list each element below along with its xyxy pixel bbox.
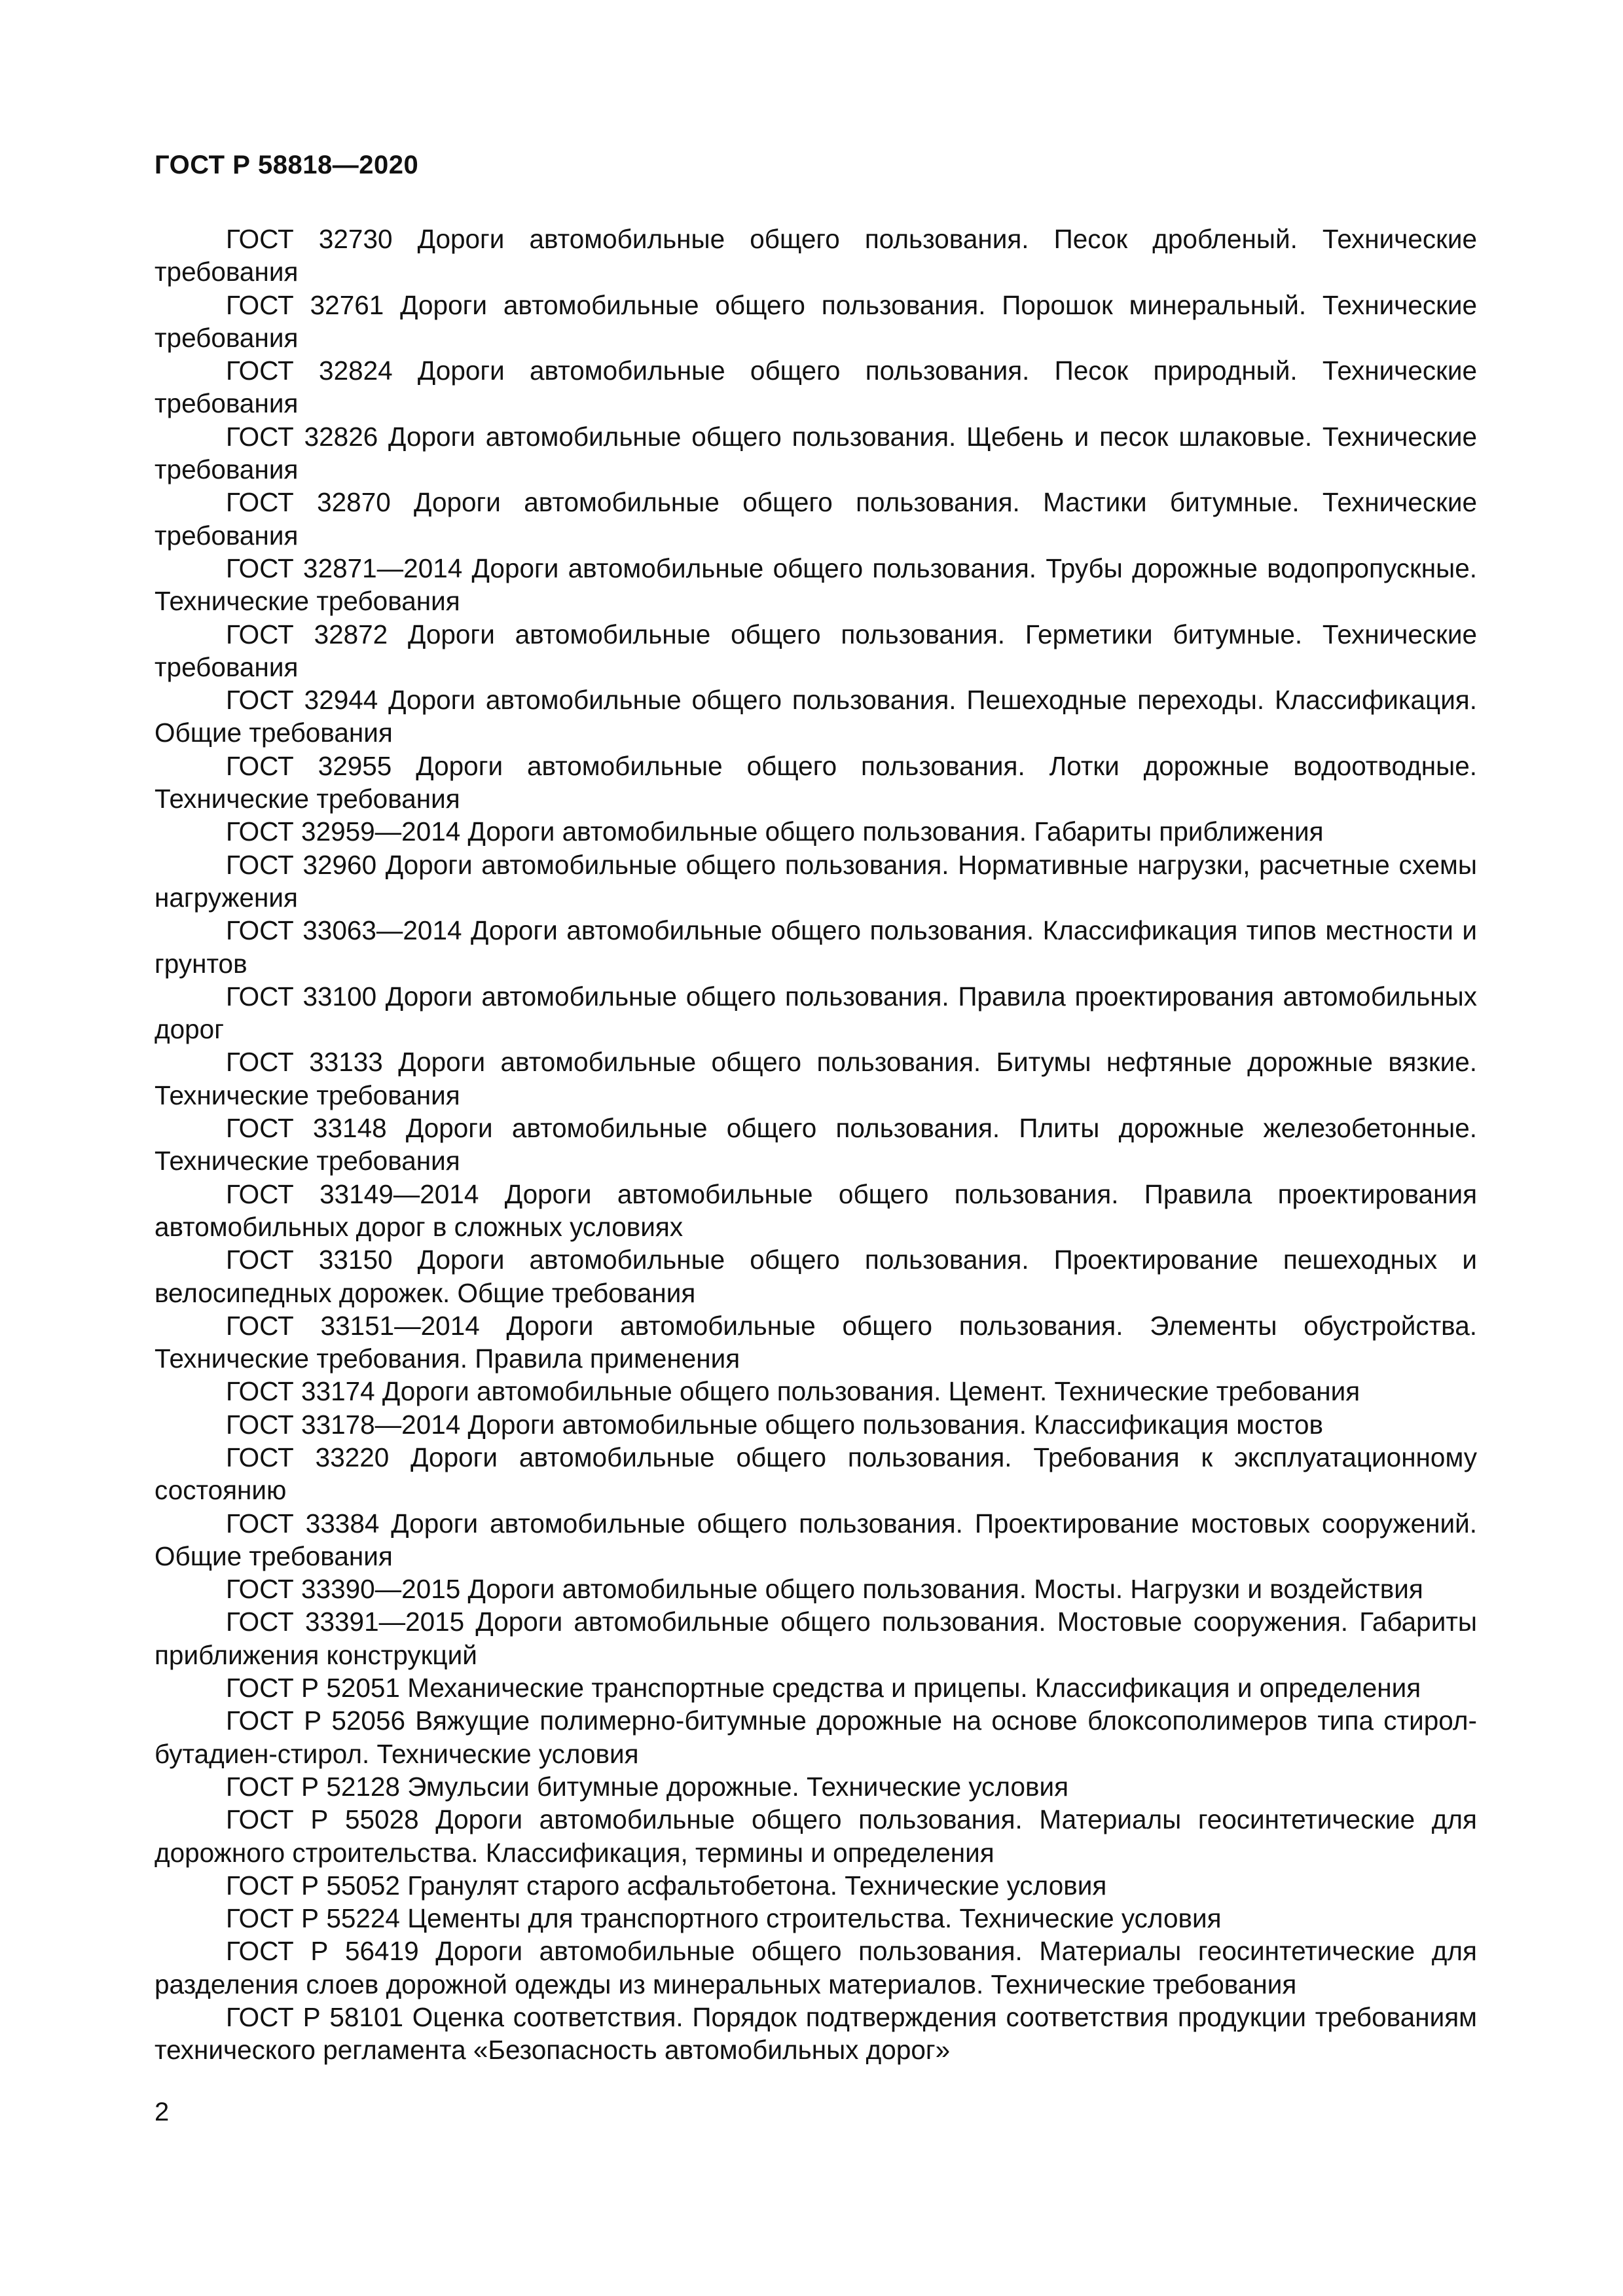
reference-item: ГОСТ Р 55052 Гранулят старого асфальтобетона. Технические условия <box>226 1870 1107 1901</box>
reference-item: ГОСТ 32824 Дороги автомобильные общего пользования. Песок природный. Технические требования <box>155 355 1477 419</box>
reference-item: ГОСТ 32944 Дороги автомобильные общего пользования. Пешеходные переходы. Классификация. Общие требования <box>155 685 1477 748</box>
reference-item: ГОСТ Р 56419 Дороги автомобильные общего пользования. Материалы геосинтетические для разделения слоев дорожной одежды из минеральных материалов. Технические требования <box>155 1936 1477 1999</box>
reference-item: ГОСТ 32960 Дороги автомобильные общего пользования. Нормативные нагрузки, расчетные схемы нагружения <box>155 849 1477 913</box>
reference-item: ГОСТ 32826 Дороги автомобильные общего пользования. Щебень и песок шлаковые. Технические требования <box>155 421 1477 485</box>
page-number: 2 <box>155 2098 170 2126</box>
reference-item: ГОСТ 33100 Дороги автомобильные общего пользования. Правила проектирования автомобильных дорог <box>155 981 1477 1045</box>
reference-item: ГОСТ Р 52051 Механические транспортные средства и прицепы. Классификация и определения <box>226 1673 1421 1704</box>
reference-item: ГОСТ Р 55028 Дороги автомобильные общего пользования. Материалы геосинтетические для дорожного строительства. Классификация, термины и определения <box>155 1804 1477 1868</box>
reference-item: ГОСТ 32955 Дороги автомобильные общего пользования. Лотки дорожные водоотводные. Технические требования <box>155 750 1477 814</box>
reference-item: ГОСТ 33150 Дороги автомобильные общего пользования. Проектирование пешеходных и велосипедных дорожек. Общие требования <box>155 1245 1477 1308</box>
reference-item: ГОСТ 33063—2014 Дороги автомобильные общего пользования. Классификация типов местности и грунтов <box>155 915 1477 979</box>
reference-item: ГОСТ 33149—2014 Дороги автомобильные общего пользования. Правила проектирования автомобильных дорог в сложных условиях <box>155 1178 1477 1242</box>
reference-item: ГОСТ 33174 Дороги автомобильные общего пользования. Цемент. Технические требования <box>226 1376 1360 1407</box>
reference-item: ГОСТ Р 52056 Вяжущие полимерно-битумные дорожные на основе блоксополимеров типа стирол-бутадиен-стирол. Технические условия <box>155 1705 1477 1769</box>
reference-item: ГОСТ 33391—2015 Дороги автомобильные общего пользования. Мостовые сооружения. Габариты приближения конструкций <box>155 1607 1477 1670</box>
reference-item: ГОСТ 32872 Дороги автомобильные общего пользования. Герметики битумные. Технические требования <box>155 619 1477 682</box>
reference-item: ГОСТ 32959—2014 Дороги автомобильные общего пользования. Габариты приближения <box>226 816 1324 847</box>
reference-item: ГОСТ 33220 Дороги автомобильные общего пользования. Требования к эксплуатационному состоянию <box>155 1442 1477 1506</box>
reference-item: ГОСТ 33148 Дороги автомобильные общего пользования. Плиты дорожные железобетонные. Технические требования <box>155 1113 1477 1176</box>
document-header: ГОСТ Р 58818—2020 <box>155 151 419 179</box>
reference-item: ГОСТ Р 55224 Цементы для транспортного строительства. Технические условия <box>226 1903 1222 1934</box>
reference-list <box>155 223 1477 2067</box>
reference-item: ГОСТ 33178—2014 Дороги автомобильные общего пользования. Классификация мостов <box>226 1409 1323 1440</box>
reference-item: ГОСТ 33390—2015 Дороги автомобильные общего пользования. Мосты. Нагрузки и воздействия <box>226 1574 1423 1605</box>
reference-item: ГОСТ Р 58101 Оценка соответствия. Порядок подтверждения соответствия продукции требованиям технического регламента «Безопасность автомобильных дорог» <box>155 2002 1477 2066</box>
reference-item: ГОСТ 32761 Дороги автомобильные общего пользования. Порошок минеральный. Технические требования <box>155 289 1477 353</box>
reference-item: ГОСТ 32871—2014 Дороги автомобильные общего пользования. Трубы дорожные водопропускные. Технические требования <box>155 553 1477 617</box>
reference-item: ГОСТ 33151—2014 Дороги автомобильные общего пользования. Элементы обустройства. Технические требования. Правила применения <box>155 1310 1477 1374</box>
reference-item: ГОСТ Р 52128 Эмульсии битумные дорожные. Технические условия <box>226 1771 1069 1802</box>
reference-item: ГОСТ 32870 Дороги автомобильные общего пользования. Мастики битумные. Технические требования <box>155 487 1477 551</box>
reference-item: ГОСТ 32730 Дороги автомобильные общего пользования. Песок дробленый. Технические требования <box>155 224 1477 287</box>
reference-item: ГОСТ 33384 Дороги автомобильные общего пользования. Проектирование мостовых сооружений. Общие требования <box>155 1508 1477 1571</box>
reference-item: ГОСТ 33133 Дороги автомобильные общего пользования. Битумы нефтяные дорожные вязкие. Технические требования <box>155 1047 1477 1110</box>
